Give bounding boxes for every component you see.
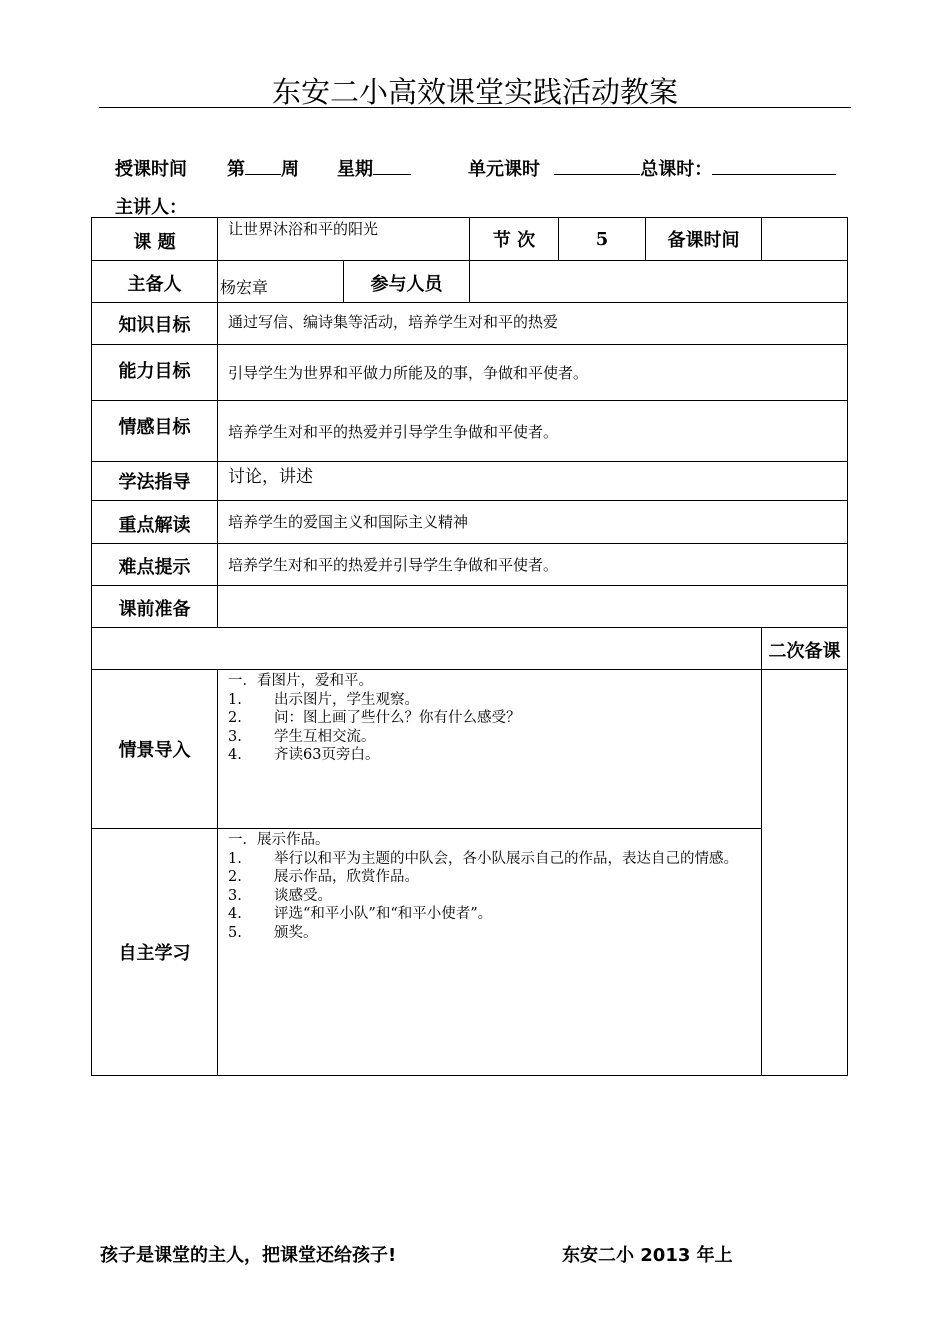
list-item: 3. 学生互相交流。 (228, 728, 376, 745)
author-value[interactable]: 杨宏章 (218, 261, 344, 303)
prep-time-value[interactable] (762, 218, 848, 261)
week-prefix: 第 (227, 159, 245, 180)
prep-time-label: 备课时间 (646, 218, 762, 261)
lesson-time-field (115, 155, 187, 181)
list-item: 5. 颁奖。 (228, 924, 318, 941)
ability-row (92, 345, 848, 401)
list-item: 2. 问：图上画了些什么？你有什么感受？ (228, 710, 521, 726)
emotion-row (92, 401, 848, 462)
weekday-blank[interactable] (373, 156, 411, 175)
ability-label: 能力目标 (92, 345, 218, 401)
difficulty-label: 难点提示 (92, 544, 218, 586)
process-header-blank (92, 628, 762, 670)
intro-row (92, 670, 848, 829)
self-study-heading: 一．展示作品。 (228, 832, 330, 848)
footer-slogan: 孩子是课堂的主人，把课堂还给孩子! (100, 1245, 397, 1266)
method-row (92, 462, 848, 501)
author-row (92, 261, 848, 303)
lecturer-label: 主讲人： (115, 197, 187, 218)
topic-row (92, 218, 848, 261)
knowledge-value[interactable]: 通过写信、编诗集等活动，培养学生对和平的热爱 (218, 303, 848, 345)
total-hours-label: 总课时： (640, 159, 713, 180)
list-item: 1. 举行以和平为主题的中队会，各小队展示自己的作品，表达自己的情感。 (228, 850, 738, 867)
list-item: 1. 出示图片，学生观察。 (228, 691, 419, 708)
method-value[interactable]: 讨论，讲述 (218, 462, 848, 501)
difficulty-value[interactable]: 培养学生对和平的热爱并引导学生争做和平使者。 (218, 544, 848, 586)
self-study-label: 自主学习 (92, 829, 218, 1076)
lesson-plan-table (91, 217, 848, 1076)
unit-hours-label: 单元课时 (468, 159, 540, 180)
list-item: 4. 齐读63页旁白。 (228, 747, 380, 763)
emotion-value[interactable]: 培养学生对和平的热爱并引导学生争做和平使者。 (218, 401, 848, 462)
week-blank[interactable] (245, 156, 281, 175)
author-label: 主备人 (92, 261, 218, 303)
difficulty-row (92, 544, 848, 586)
method-label: 学法指导 (92, 462, 218, 501)
participants-label: 参与人员 (344, 261, 470, 303)
topic-label: 课 题 (92, 218, 218, 261)
unit-hours-blank[interactable] (554, 156, 640, 175)
intro-heading: 一．看图片，爱和平。 (228, 673, 373, 689)
second-prep-notes[interactable] (762, 670, 848, 1076)
unit-hours-field (468, 155, 836, 181)
section-label: 节 次 (470, 218, 559, 261)
weekday-field (337, 155, 411, 181)
knowledge-label: 知识目标 (92, 303, 218, 345)
participants-value[interactable] (470, 261, 848, 303)
ability-value[interactable]: 引导学生为世界和平做力所能及的事，争做和平使者。 (218, 345, 848, 401)
preparation-label: 课前准备 (92, 586, 218, 628)
footer-school-term: 东安二小 2013 年上 (562, 1245, 733, 1266)
week-field (227, 155, 299, 181)
weekday-label: 星期 (337, 159, 373, 180)
intro-content[interactable] (218, 670, 762, 829)
list-item: 3. 谈感受。 (228, 887, 332, 904)
title-underline (99, 107, 851, 108)
preparation-value[interactable] (218, 586, 848, 628)
page-title: 东安二小高效课堂实践活动教案 (271, 75, 678, 109)
knowledge-row (92, 303, 848, 345)
intro-label: 情景导入 (92, 670, 218, 829)
key-point-value[interactable]: 培养学生的爱国主义和国际主义精神 (218, 501, 848, 544)
key-point-label: 重点解读 (92, 501, 218, 544)
second-prep-header-row (92, 628, 848, 670)
section-value[interactable]: 5 (559, 218, 646, 261)
list-item: 2. 展示作品，欣赏作品。 (228, 869, 419, 885)
total-hours-blank[interactable] (712, 156, 836, 175)
lesson-time-label: 授课时间 (115, 159, 187, 180)
week-suffix: 周 (281, 159, 299, 180)
key-point-row (92, 501, 848, 544)
topic-value[interactable]: 让世界沐浴和平的阳光 (218, 218, 470, 261)
list-item: 4. 评选“和平小队”和“和平小使者”。 (228, 906, 493, 922)
second-prep-label: 二次备课 (762, 628, 848, 670)
self-study-row (92, 829, 848, 1076)
emotion-label: 情感目标 (92, 401, 218, 462)
preparation-row (92, 586, 848, 628)
lecturer-field (115, 193, 187, 219)
self-study-content[interactable] (218, 829, 762, 1076)
